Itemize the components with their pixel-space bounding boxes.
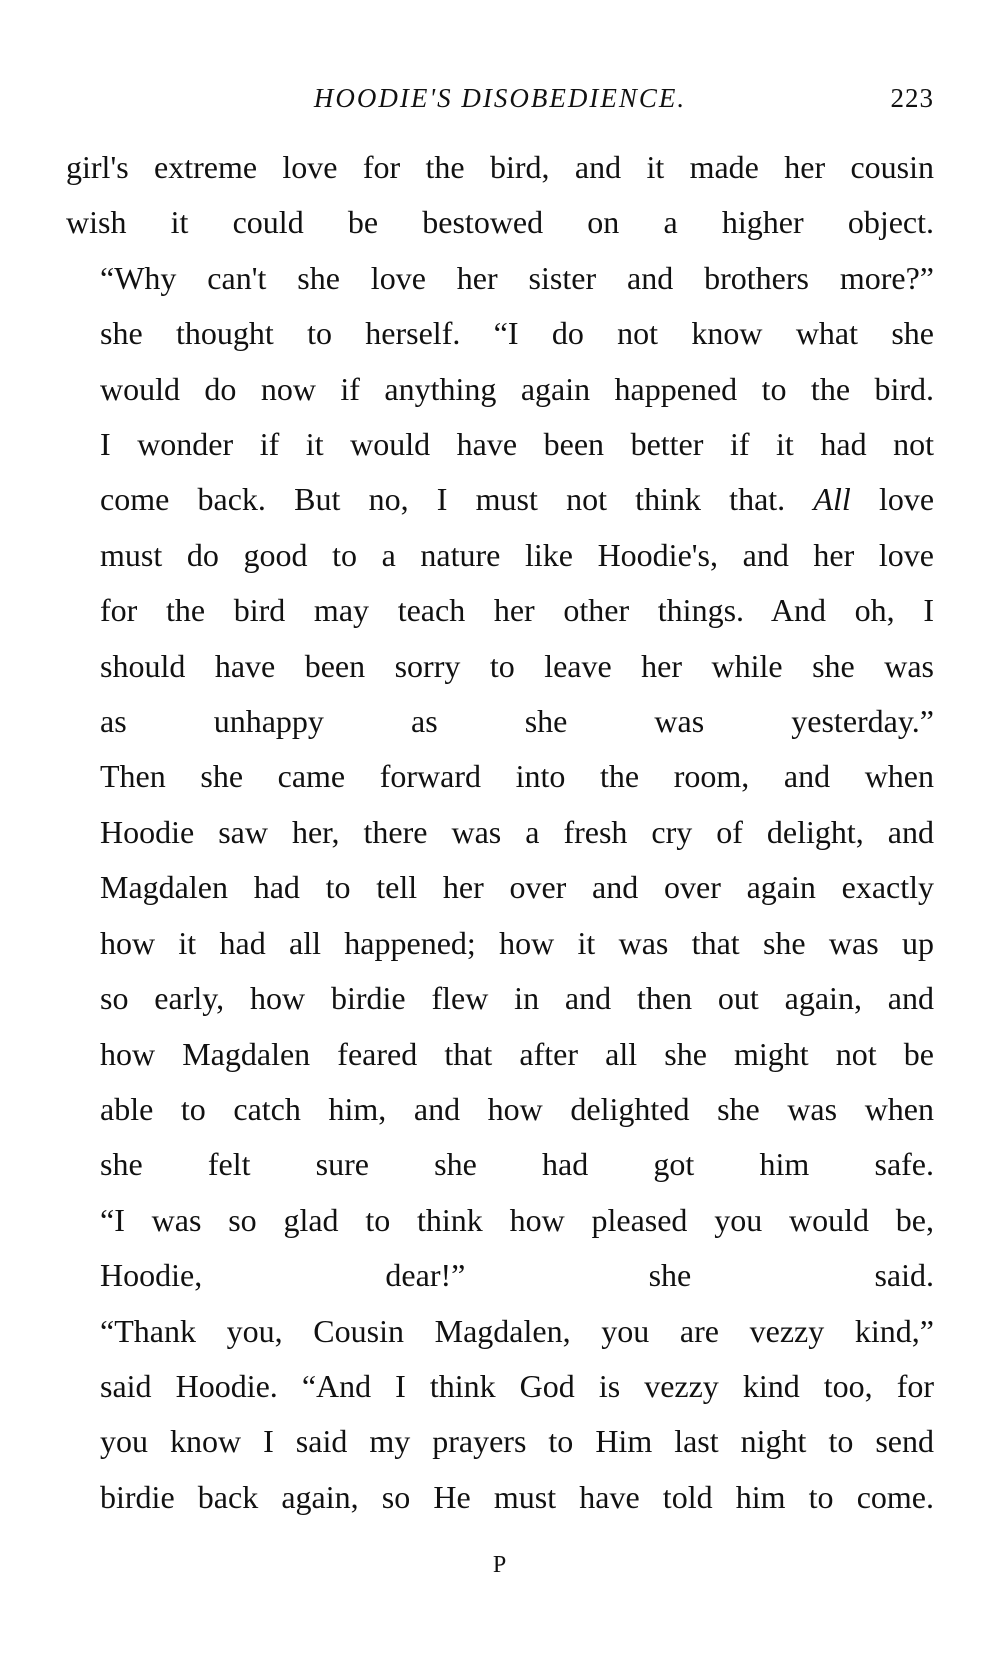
paragraph-4 xyxy=(66,1193,934,1304)
text-line: “Why can't she love her sister and brothers more?” xyxy=(100,259,934,296)
text-line: should have been sorry to leave her while she was xyxy=(100,647,934,684)
text-line: you know I said my prayers to Him last night to send xyxy=(100,1423,934,1460)
text-line: as unhappy as she was yesterday.” xyxy=(100,703,934,740)
paragraph-1 xyxy=(66,140,934,251)
text-line: Hoodie, dear!” she said. xyxy=(100,1257,934,1294)
page-number: 223 xyxy=(890,83,934,113)
emphasis-word: All xyxy=(813,481,851,518)
text-line: how Magdalen feared that after all she might not be xyxy=(100,1035,934,1072)
paragraph-2 xyxy=(66,251,934,750)
text-line: Then she came forward into the room, and when xyxy=(100,758,934,795)
running-title: HOODIE'S DISOBEDIENCE. xyxy=(313,83,687,113)
text-line: Magdalen had to tell her over and over again exactly xyxy=(100,869,934,906)
text-line: wish it could be bestowed on a higher object. xyxy=(66,204,934,241)
text-line: I wonder if it would have been better if it had not xyxy=(100,426,934,463)
text-line: would do now if anything again happened to the bird. xyxy=(100,370,934,407)
text-line: girl's extreme love for the bird, and it made her cousin xyxy=(66,149,934,185)
text-line: “Thank you, Cousin Magdalen, you are vezzy kind,” xyxy=(100,1312,934,1349)
paragraph-5 xyxy=(66,1304,934,1526)
text-line: said Hoodie. “And I think God is vezzy kind too, for xyxy=(100,1367,934,1404)
text-line: “I was so glad to think how pleased you would be, xyxy=(100,1201,934,1238)
signature-mark: P xyxy=(492,1552,508,1578)
text-segment: love xyxy=(878,481,935,518)
text-line: she felt sure she had got him safe. xyxy=(100,1146,934,1183)
running-header xyxy=(66,76,934,120)
text-line: birdie back again, so He must have told him to come. xyxy=(100,1478,934,1515)
text-line: she thought to herself. “I do not know what she xyxy=(100,315,934,352)
text-line: able to catch him, and how delighted she was when xyxy=(100,1090,934,1127)
text-line: Hoodie saw her, there was a fresh cry of delight, and xyxy=(100,813,934,850)
text-line: for the bird may teach her other things. And oh, I xyxy=(100,592,934,629)
text-line: so early, how birdie flew in and then out again, and xyxy=(100,980,934,1017)
text-line xyxy=(66,472,934,527)
text-line: must do good to a nature like Hoodie's, and her love xyxy=(100,536,934,573)
text-segment: come back. But no, I must not think that. xyxy=(100,481,786,518)
body-text xyxy=(66,140,934,1525)
paragraph-3 xyxy=(66,749,934,1192)
text-line: how it had all happened; how it was that she was up xyxy=(100,924,934,961)
